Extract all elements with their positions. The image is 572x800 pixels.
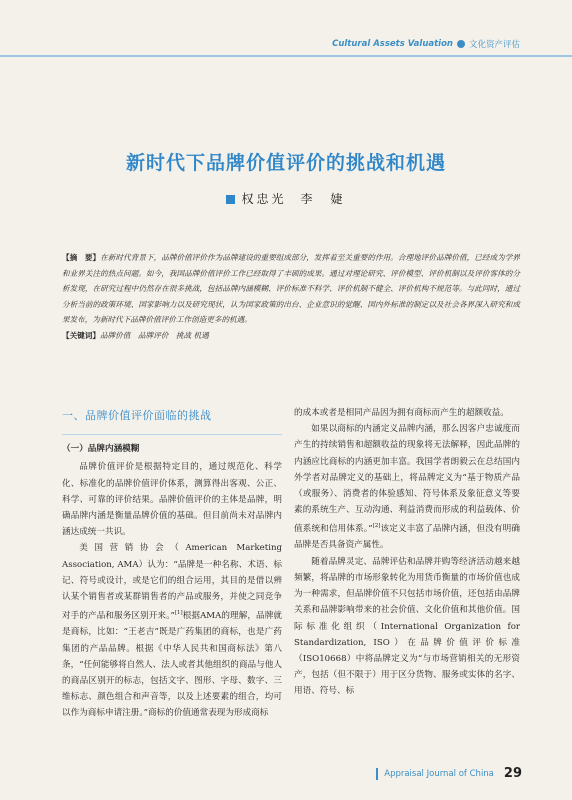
running-header	[332, 38, 520, 50]
left-paragraph-2-part-a: 美国营销协会（American Marketing Association, AMA）认为：“品牌是一种名称、术语、标记、符号或设计，或是它们的组合运用，其目的是借以辨认某个销售者或某群销售者的产品或服务，并使之同竞争对手的产品和服务区别开来。”	[62, 543, 282, 622]
page-number: 29	[503, 766, 522, 781]
right-paragraph-1-part-b: 该定义丰富了品牌内涵，但没有明确品牌是否具备资产属性。	[294, 524, 520, 551]
left-paragraph-2	[62, 540, 282, 721]
author-1: 权忠光	[241, 192, 287, 206]
article-title: 新时代下品牌价值评价的挑战和机遇	[125, 152, 446, 174]
page-footer	[376, 766, 522, 781]
footer-bar	[376, 768, 378, 780]
right-paragraph-0: 的成本或者是相同产品因为拥有商标而产生的超额收益。	[294, 408, 509, 418]
header-chinese: 文化资产评估	[468, 40, 520, 50]
left-column	[62, 408, 282, 722]
left-paragraph-2-part-b: 根据AMA的理解，品牌就是商标，比如：“王老吉”既是广药集团的商标，也是广药集团的产品品牌。根据《中华人民共和国商标法》第八条，“任何能够将自然人、法人或者其他组织的商品与他人的商品区别开的标志，包括文字、图形、字母、数字、三维标志、颜色组合和声音等，以及上述要素的组合，均可以作为商标申请注册。”商标的价值通常表现为形成商标	[62, 611, 282, 719]
right-paragraph-1	[294, 421, 520, 553]
header-dot-icon	[457, 40, 465, 48]
bleed-through-texture	[40, 72, 532, 142]
left-paragraph-1: 品牌价值评价是根据特定目的，通过规范化、科学化、标准化的品牌价值评价体系，测算得出客观、公正、科学、可靠的评价结果。品牌价值评价的主体是品牌，明确品牌内涵是衡量品牌价值的基础。但目前尚未对品牌内涵达成统一共识。	[62, 462, 282, 538]
abstract-text: 在新时代背景下，品牌价值评价作为品牌建设的重要组成部分，发挥着至关重要的作用。合理地评价品牌价值，已经成为学界和业界关注的热点问题。如今，我国品牌价值评价工作已经取得了丰硕的成果。通过对理论研究、评价模型、评价机制以及评价客体的分析发现，在研究过程中仍然存在很多挑战，包括品牌内涵模糊、评价标准不科学、评价机制不健全、评价机构不规范等。与此同时，通过分析当前的政策环境、国家影响力以及研究现状，认为国家政策的出台、企业意识的觉醒、国内外标准的制定以及社会各界深入研究和成果发布，为新时代下品牌价值评价工作创造更多的机遇。	[62, 253, 520, 324]
citation-1: [1]	[174, 610, 183, 617]
right-column	[294, 405, 520, 700]
abstract-block	[62, 250, 520, 343]
abstract-label: 【摘 要】	[62, 253, 101, 262]
author-square-icon	[226, 195, 235, 204]
keywords-label: 【关键词】	[62, 330, 100, 340]
header-english: Cultural Assets Valuation	[332, 39, 453, 49]
section-rule	[62, 434, 282, 435]
right-paragraph-2: 随着品牌灵定、品牌评估和品牌并购等经济活动越来越频繁，将品牌的市场形象转化为用货币衡量的市场价值也成为一种需求，但品牌价值不只包括市场价值，还包括由品牌关系和品牌影响带来的社会价值、文化价值和其他价值。国际标准化组织（International Organization for Standardization, ISO）在品牌价值评价标准（ISO10668）中将品牌定义为“与市场营销相关的无形资产，包括（但不限于）用于区分货物、服务或实体的名字、用语、符号、标	[294, 556, 520, 697]
journal-name: Appraisal Journal of China	[384, 768, 494, 779]
author-line	[0, 190, 572, 207]
author-2: 李 婕	[300, 192, 346, 206]
header-rule	[0, 55, 572, 57]
subsection-title: （一）品牌内涵模糊	[62, 444, 140, 455]
citation-2: [2]	[372, 523, 381, 530]
keywords-text: 品牌价值 品牌评价 挑战 机遇	[99, 330, 209, 340]
section-title: 一、品牌价值评价面临的挑战	[62, 409, 212, 422]
right-paragraph-1-part-a: 如果以商标的内涵定义品牌内涵，那么因客户忠诚度而产生的持续销售和超额收益的现象将无法解释，因此品牌的内涵应比商标的内涵更加丰富。我国学者朗毅云在总结国内外学者对品牌定义的基础上，将品牌定义为“基于物质产品（或服务）、消费者的体验感知、符号体系及象征意义等要素的系统生产、互动沟通、利益消费而形成的利益载体、价值系统和信用体系。”	[294, 424, 520, 535]
